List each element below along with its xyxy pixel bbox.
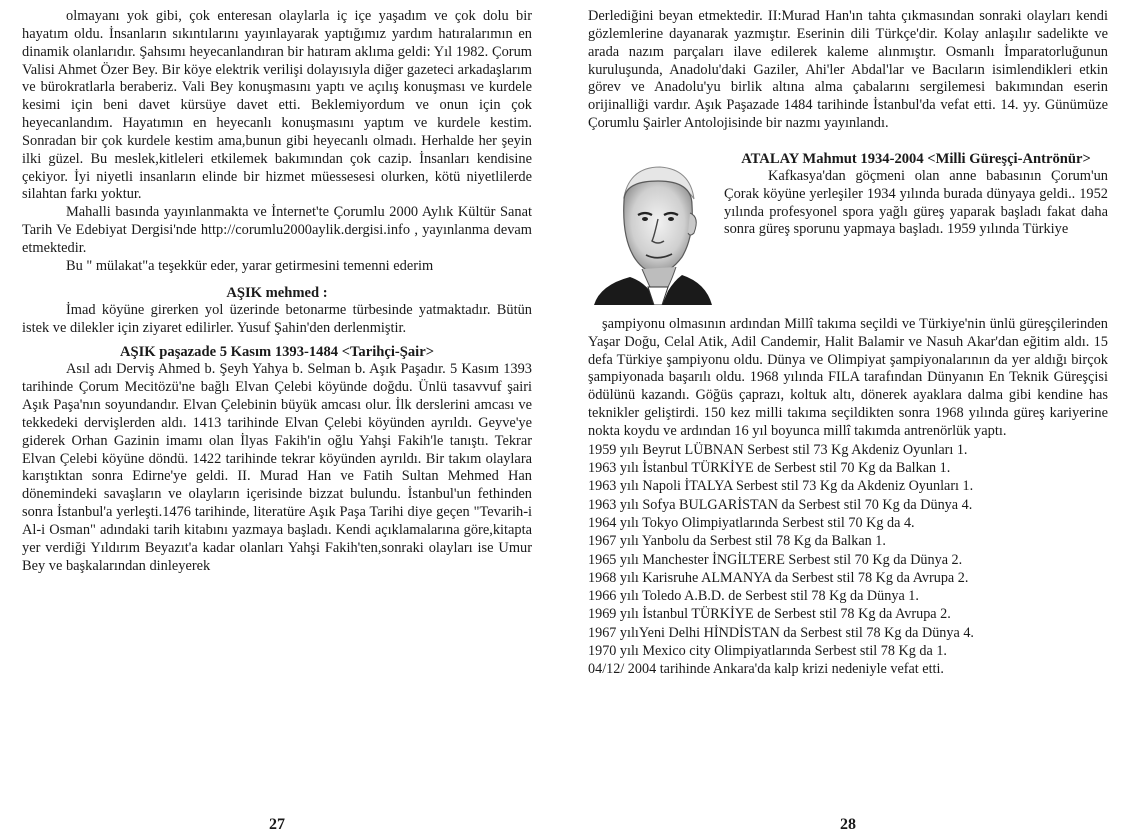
portrait-photo <box>590 157 716 305</box>
achievement-item: 1968 yılı Karisruhe ALMANYA da Serbest stil 78 Kg da Avrupa 2. <box>588 569 969 586</box>
profile-text <box>724 151 1108 239</box>
profile-heading: ATALAY Mahmut 1934-2004 <Milli Güreşçi-Antrönür> <box>741 150 1091 167</box>
achievement-item: 1969 yılı İstanbul TÜRKİYE de Serbest stil 78 Kg da Avrupa 2. <box>588 606 951 623</box>
paragraph: İmad köyüne girerken yol üzerinde betonarme türbesinde yatmaktadır. Bütün istek ve dilekler için ziyaret edilirler. Yusuf Şahin'den derlenmiştir. <box>22 301 532 336</box>
paragraph: Asıl adı Derviş Ahmed b. Şeyh Yahya b. Selman b. Aşık Paşadır. 5 Kasım 1393 tarihinde Çorum Mecitözü'ne bağlı Elvan Çelebi köyünde doğdu. Ünlü tasavvuf şairi Aşık Paşa'nın soyundandır. Elvan Çelebinin büyük amcası olur. İlk derslerini amcası ve tekkedeki dervişlerden aldı. 1413 tarihinde Elvan Çelebi köyünden ayrıldı. Geyve'ye giderek Orhan Gazinin imamı olan İlyas Fakih'in oğlu Yahşi Fakih'le tanıştı. Tekrar Elvan Çelebi köyüne döndü. 1422 tarihinde tekrar köyünden ayrıldı. Bir takım olaylara karıştıktan sonra Edirne'ye geldi. II. Murad Han ve Fatih Sultan Mehmed Han dönemindeki savaşların ve olayların içerisinde bizzat bulundu. İstanbul'un fethinden sonra İstanbul'a yerleşti.1476 tarihinde, literatüre Aşık Paşa Tarihi diye geçen "Tevarih-i Al-i Osman" adındaki tarih kitabını yazmaya başladı. Kendi açıklamalarına göre,kitapta yer verdiği Yıldırım Beyazıt'a kadar olanları Yahşi Fakih'ten,sonraki olayları ise Umur Bey ve başkalarından dinleyerek <box>22 361 532 574</box>
achievement-item: 1963 yılı Sofya BULGARİSTAN da Serbest stil 70 Kg da Dünya 4. <box>588 496 973 513</box>
achievement-item: 1963 yılı İstanbul TÜRKİYE de Serbest stil 70 Kg da Balkan 1. <box>588 460 951 477</box>
achievements-list <box>588 441 1108 679</box>
left-page <box>22 0 532 840</box>
paragraph: Kafkasya'dan göçmeni olan anne babasının Çorum'un Çorak köyüne yerleşiler 1934 yılında burada dünyaya geldi.. 1952 yılında profesyonel spora yağlı güreş yaparak başladı fakat daha sonra güreş sporunu yapmaya başladı. 1959 yılında Türkiye <box>724 167 1108 238</box>
page-number: 27 <box>269 816 285 833</box>
right-page-column <box>588 8 1108 679</box>
achievement-item: 1966 yılı Toledo A.B.D. de Serbest stil 78 Kg da Dünya 1. <box>588 588 919 605</box>
achievement-item: 1965 yılı Manchester İNGİLTERE Serbest stil 70 Kg da Dünya 2. <box>588 551 963 568</box>
achievement-item: 1970 yılı Mexico city Olimpiyatlarında Serbest stil 78 Kg da 1. <box>588 643 947 660</box>
profile-block <box>588 151 1108 316</box>
paragraph: Mahalli basında yayınlanmakta ve İnternet'te Çorumlu 2000 Aylık Kültür Sanat Tarih Ve Edebiyat Dergisi'nde http://corumlu2000aylik.dergisi.info , yayınlanma devam etmektedir. <box>22 204 532 256</box>
achievement-item: 1967 yılıYeni Delhi HİNDİSTAN da Serbest stil 78 Kg da Dünya 4. <box>588 624 974 641</box>
achievement-item: 1964 yılı Tokyo Olimpiyatlarında Serbest stil 70 Kg da 4. <box>588 515 915 531</box>
achievement-item: 1967 yılı Yanbolu da Serbest stil 78 Kg da Balkan 1. <box>588 533 886 550</box>
achievement-item: 1959 yılı Beyrut LÜBNAN Serbest stil 73 Kg Akdeniz Oyunları 1. <box>588 441 968 458</box>
paragraph: Bu " mülakat"a teşekkür eder, yarar getirmesini temenni ederim <box>66 257 434 274</box>
section-heading: AŞIK paşazade 5 Kasım 1393-1484 <Tarihçi-Şair> <box>119 344 435 361</box>
paragraph: Derlediğini beyan etmektedir. II:Murad Han'ın tahta çıkmasından sonraki olayları kendi gözlemlerine dayanarak yazmıştır. Eserinin dili Türkçe'dir. Kolay anlaşılır sadelikte ve arada nazım parçaları ilave edilerek kaleme alınmıştır. Osmanlı İmparatorluğunun kuruluşunda, Anadolu'daki Gaziler, Ahi'ler Abdal'lar ve Bacıların isimlendikleri etkin görev ve Anadolu'yu birlik altına alma çabalarını sergilemesi bakımından eserin orijinalliği vardır. Aşık Paşazade 1484 tarihinde İstanbul'da vefat etti. 14. yy. Günümüze Çorumlu Şairler Antolojisinde bir nazmı yayınlandı. <box>588 8 1108 132</box>
paragraph: olmayanı yok gibi, çok enteresan olaylarla iç içe yaşadım ve çok dolu bir hayatım oldu. İnsanların sıkıntılarını yayınlayarak yaptığımız yardım hatıralarımın en dinamik olanlarıdır. Şahsımı heyecanlandıran bir hatıram aklıma geldi: Yıl 1982. Çorum Valisi Ahmet Özer Bey. Bir köye elektrik verilişi dolayısıyla diğer gazeteci arkadaşlarım ve bürokratlarla beraberiz. Vali Bey konuşmasını yaptı ve açılış konuşması ve kurdele kesimi için beni davet kürsüye davet etti. Beklemiyordum ve onun için çok heyecanlandım. Hayatımın en heyecanlı konuşmasını yaptım ve kurdele kestim. Sonradan bir çok kurdele kestim ama,bunun gibi heyecanlı olmadı. Herhalde her şeyin ilki güzel. Bu meslek,kitleleri etkilemek bakımından çok cazip. İnsanları kendisine çekiyor. İyi niyetli insanların elinde bir hizmet müessesesi olurken, kötü niyetlilerde silahtan farkı yoktur. <box>22 8 532 203</box>
paragraph: şampiyonu olmasının ardından Millî takıma seçildi ve Türkiye'nin ünlü güreşçilerinden Yaşar Doğu, Celal Atik, Adil Candemir, Halit Balamir ve Nasuh Akar'dan eğitim aldı. 15 defa Türkiye şampiyonu oldu. Dünya ve Olimpiyat şampiyonalarının da yer aldığı birçok şampiyonada başarılı oldu. 1968 yılında FILA tarafından Dünyanın En Teknik Güreşçisi ödülünü kazandı. Göğüs çaprazı, koltuk altı, dönerek ayaklara dalma gibi kendine has teknikler geliştirdi. 150 kez milli takıma seçildikten sonra 1968 yılında güreş kariyerine nokta koydu ve ardından 16 yıl boyunca millî takımda antrenörlük yaptı. <box>588 315 1108 439</box>
page-number: 28 <box>840 816 856 833</box>
left-page-column <box>22 8 532 575</box>
section-heading: AŞIK mehmed : <box>226 284 328 301</box>
right-page <box>588 0 1108 840</box>
achievement-item: 1963 yılı Napoli İTALYA Serbest stil 73 Kg da Akdeniz Oyunları 1. <box>588 478 974 495</box>
achievement-item: 04/12/ 2004 tarihinde Ankara'da kalp krizi nedeniyle vefat etti. <box>588 661 944 678</box>
